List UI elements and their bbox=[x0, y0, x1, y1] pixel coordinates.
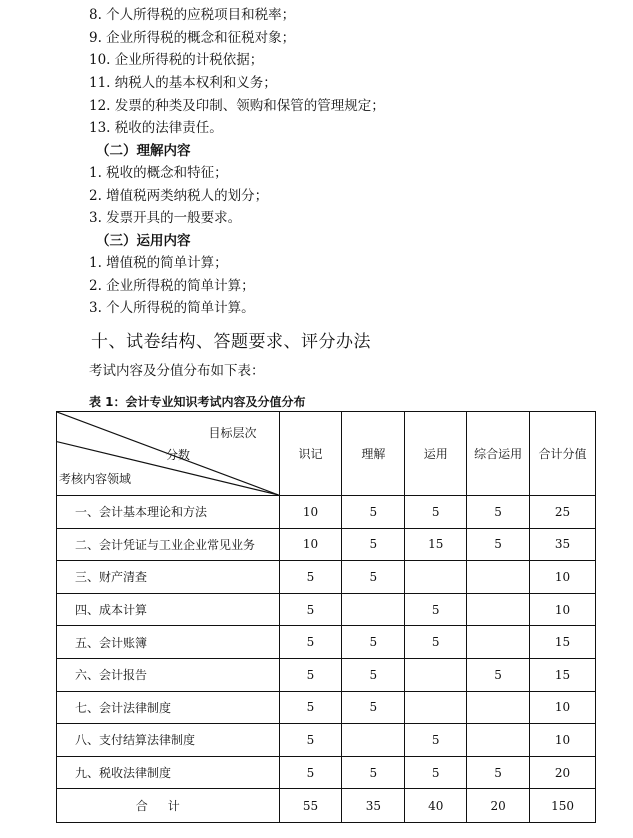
total-cell: 40 bbox=[405, 789, 467, 823]
table-header-row bbox=[57, 412, 596, 496]
understand-item: 2. 增值税两类纳税人的划分； bbox=[89, 188, 269, 204]
apply-item: 1. 增值税的简单计算； bbox=[89, 255, 228, 271]
total-row bbox=[57, 789, 596, 823]
score-cell: 5 bbox=[342, 756, 405, 789]
score-cell: 5 bbox=[405, 756, 467, 789]
table-row bbox=[57, 528, 596, 561]
header-cell: 识记 bbox=[279, 412, 342, 496]
table-row bbox=[57, 626, 596, 659]
table-caption: 表 1：会计专业知识考试内容及分值分布 bbox=[89, 395, 306, 409]
knowledge-item-13: 13. 税收的法律责任。 bbox=[89, 120, 223, 136]
score-cell: 10 bbox=[530, 561, 596, 594]
score-cell: 5 bbox=[467, 496, 530, 529]
score-cell: 5 bbox=[279, 756, 342, 789]
score-cell: 20 bbox=[530, 756, 596, 789]
score-cell: 5 bbox=[342, 626, 405, 659]
intro-text: 考试内容及分值分布如下表： bbox=[89, 363, 265, 379]
content-area-cell: 五、会计账簿 bbox=[57, 626, 280, 659]
score-cell: 5 bbox=[405, 496, 467, 529]
score-cell bbox=[405, 561, 467, 594]
corner-label-content-area: 考核内容领域 bbox=[59, 472, 132, 486]
content-area-cell: 九、税收法律制度 bbox=[57, 756, 280, 789]
score-cell: 5 bbox=[342, 561, 405, 594]
corner-label-target-level: 目标层次 bbox=[208, 426, 257, 440]
score-cell: 10 bbox=[530, 691, 596, 724]
score-cell: 15 bbox=[405, 528, 467, 561]
score-cell bbox=[467, 561, 530, 594]
score-cell: 10 bbox=[530, 593, 596, 626]
table-row bbox=[57, 756, 596, 789]
score-cell: 10 bbox=[279, 528, 342, 561]
score-cell: 5 bbox=[405, 724, 467, 757]
content-area-cell: 六、会计报告 bbox=[57, 658, 280, 691]
score-cell: 5 bbox=[279, 626, 342, 659]
header-cell: 合计分值 bbox=[530, 412, 596, 496]
score-cell bbox=[342, 724, 405, 757]
score-cell: 5 bbox=[279, 593, 342, 626]
content-area-cell: 七、会计法律制度 bbox=[57, 691, 280, 724]
score-cell: 5 bbox=[405, 626, 467, 659]
score-cell bbox=[467, 691, 530, 724]
table-row bbox=[57, 561, 596, 594]
score-cell: 5 bbox=[467, 658, 530, 691]
score-cell bbox=[405, 691, 467, 724]
score-cell: 5 bbox=[405, 593, 467, 626]
content-area-cell: 四、成本计算 bbox=[57, 593, 280, 626]
header-cell: 综合运用 bbox=[467, 412, 530, 496]
knowledge-item-11: 11. 纳税人的基本权利和义务； bbox=[89, 75, 277, 91]
table-row bbox=[57, 691, 596, 724]
score-cell: 5 bbox=[279, 561, 342, 594]
knowledge-item-10: 10. 企业所得税的计税依据； bbox=[89, 52, 264, 68]
score-cell: 15 bbox=[530, 658, 596, 691]
score-cell bbox=[467, 724, 530, 757]
total-label: 合计 bbox=[57, 789, 280, 823]
content-area-cell: 八、支付结算法律制度 bbox=[57, 724, 280, 757]
apply-item: 2. 企业所得税的简单计算； bbox=[89, 278, 255, 294]
total-cell: 150 bbox=[530, 789, 596, 823]
corner-label-score: 分数 bbox=[166, 448, 191, 462]
understand-item: 3. 发票开具的一般要求。 bbox=[89, 210, 242, 226]
knowledge-item-12: 12. 发票的种类及印制、领购和保管的管理规定； bbox=[89, 98, 385, 114]
score-cell: 10 bbox=[530, 724, 596, 757]
diagonal-corner-cell bbox=[57, 412, 280, 496]
total-cell: 20 bbox=[467, 789, 530, 823]
score-cell: 5 bbox=[342, 658, 405, 691]
knowledge-item-9: 9. 企业所得税的概念和征税对象； bbox=[89, 30, 296, 46]
table-row bbox=[57, 724, 596, 757]
score-cell: 5 bbox=[467, 528, 530, 561]
score-cell: 5 bbox=[279, 724, 342, 757]
content-area-cell: 三、财产清查 bbox=[57, 561, 280, 594]
score-cell: 35 bbox=[530, 528, 596, 561]
score-cell: 15 bbox=[530, 626, 596, 659]
table-row bbox=[57, 658, 596, 691]
score-cell bbox=[405, 658, 467, 691]
section-title: 十、试卷结构、答题要求、评分办法 bbox=[91, 332, 371, 352]
content-area-cell: 二、会计凭证与工业企业常见业务 bbox=[57, 528, 280, 561]
score-cell bbox=[467, 593, 530, 626]
score-cell bbox=[467, 626, 530, 659]
understand-item: 1. 税收的概念和特征； bbox=[89, 165, 228, 181]
score-cell: 5 bbox=[342, 691, 405, 724]
understand-heading: （二）理解内容 bbox=[96, 143, 191, 159]
score-cell: 5 bbox=[342, 528, 405, 561]
score-cell bbox=[342, 593, 405, 626]
total-cell: 35 bbox=[342, 789, 405, 823]
apply-item: 3. 个人所得税的简单计算。 bbox=[89, 300, 255, 316]
knowledge-item-8: 8. 个人所得税的应税项目和税率； bbox=[89, 7, 296, 23]
score-distribution-table bbox=[56, 411, 596, 823]
apply-heading: （三）运用内容 bbox=[96, 233, 191, 249]
header-cell: 理解 bbox=[342, 412, 405, 496]
total-cell: 55 bbox=[279, 789, 342, 823]
score-cell: 5 bbox=[279, 691, 342, 724]
table-row bbox=[57, 593, 596, 626]
header-cell: 运用 bbox=[405, 412, 467, 496]
score-cell: 5 bbox=[279, 658, 342, 691]
score-cell: 5 bbox=[467, 756, 530, 789]
score-cell: 25 bbox=[530, 496, 596, 529]
score-cell: 10 bbox=[279, 496, 342, 529]
score-cell: 5 bbox=[342, 496, 405, 529]
table-row bbox=[57, 496, 596, 529]
content-area-cell: 一、会计基本理论和方法 bbox=[57, 496, 280, 529]
